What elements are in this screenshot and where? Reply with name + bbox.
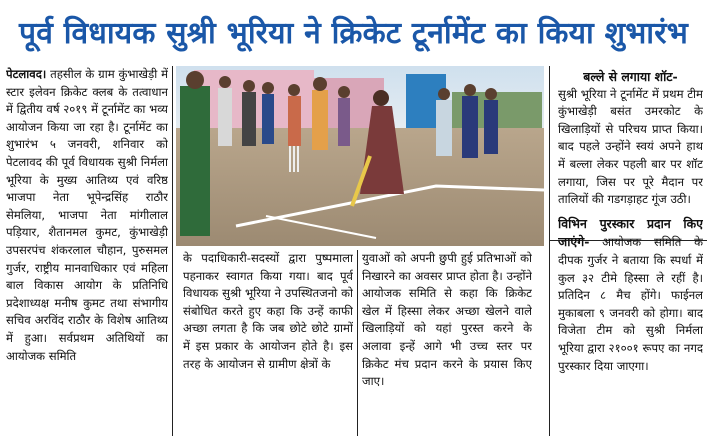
article-column-3 (362, 250, 532, 432)
column-divider (549, 66, 550, 436)
column-4-text-1: सुश्री भूरिया ने टूर्नामेंट में प्रथम टीम कुंभाखेड़ी बसंत उमरकोट के खिलाड़ियों से परिचय प्राप्त किया। बाद पहले उन्होंने स्वयं अपने हाथ में बल्ला लेकर पहली बार पर शॉट लगाया, जिस पर पूरे मैदान पर तालियों की गडगड़ाहट गूंज उठी। (558, 86, 703, 207)
dateline: पेटलावद। (6, 67, 47, 81)
article-column-2 (183, 250, 353, 432)
article-column-1 (6, 66, 168, 432)
subheading-shot: बल्ले से लगाया शॉट- (583, 69, 678, 84)
column-divider (357, 250, 358, 436)
column-4-text-2: आयोजक समिति के दीपक गुर्जर ने बताया कि स्पर्धा में कुल ३२ टीमे हिस्सा ले रहीं है। प्रतिदिन ८ मैच होंगे। फाईनल मुकाबला ९ जनवरी को होगा। बाद विजेता टीम को सुश्री निर्मला भूरिया द्वारा २१००१ रूपए का नगद पुरस्कार दिया जाएगा। (558, 235, 703, 373)
news-photo (176, 66, 544, 246)
column-2-text: के पदाधिकारी-सदस्यों द्वारा पुष्पमाला पहनाकर स्वागत किया गया। बाद पूर्व विधायक सुश्री भूरिया ने उपस्थितजनो को संबोधित करते हुए कहा कि उन्हें काफी अच्छा लगता है कि जब छोटे छोटे ग्रामों में इस प्रकार के आयोजन होते है। इस तरह के आयोजन से ग्रामीण क्षेत्रों के (183, 251, 353, 371)
article-column-4 (558, 68, 703, 432)
subheading-prizes: विभिन पुरस्कार प्रदान किए जाएंगे- (558, 215, 703, 250)
column-3-text: युवाओं को अपनी छुपी हुई प्रतिभाओं को निखारने का अवसर प्राप्त होता है। उन्होंने आयोजक समिति से कहा कि क्रिकेट खेल में हिस्सा लेकर अच्छा खेलने वाले खिलाड़ियों को यहां पुरस्त करने के अलावा इन्हें आगे भी उच्च स्तर पर क्रिकेट मंच प्रदान करने के प्रयास किए जाए। (362, 251, 532, 389)
column-divider (172, 66, 173, 436)
headline: पूर्व विधायक सुश्री भूरिया ने क्रिकेट टूर्नामेंट का किया शुभारंभ (18, 15, 689, 51)
cricket-ground-photo (176, 66, 544, 246)
column-1-text: तहसील के ग्राम कुंभाखेड़ी में स्टार इलेवन क्रिकेट क्लब के तत्वाधान में द्वितीय वर्ष २०१९ में टूर्नामेंट का भव्य आयोजन किया जा रहा है। टूर्नामेंट का शुभारंभ ५ जनवरी, शनिवार को पेटलावद की पूर्व विधायक सुश्री निर्मला भूरिया के मुख्य आतिथ्य एवं वरिष्ठ भाजपा नेता भूपेन्द्रसिंह राठौर सेमलिया, भाजपा नेता मांगीलाल पड़ियार, शैतानमल कुमट, कुंभाखेड़ी उपसरपंच शंकरलाल चौहान, पुरुसमल गुर्जर, राष्ट्रीय मानवाधिकार एवं महिला बाल विकास आयोग के प्रतिनिधि प्रदेशाध्यक्ष मनीष कुमट तथा संभागीय सचिव अरविंद राठौर के विशेष आतिथ्य में हुआ। सर्वप्रथम अतिथियों का आयोजक समिति (6, 67, 168, 363)
